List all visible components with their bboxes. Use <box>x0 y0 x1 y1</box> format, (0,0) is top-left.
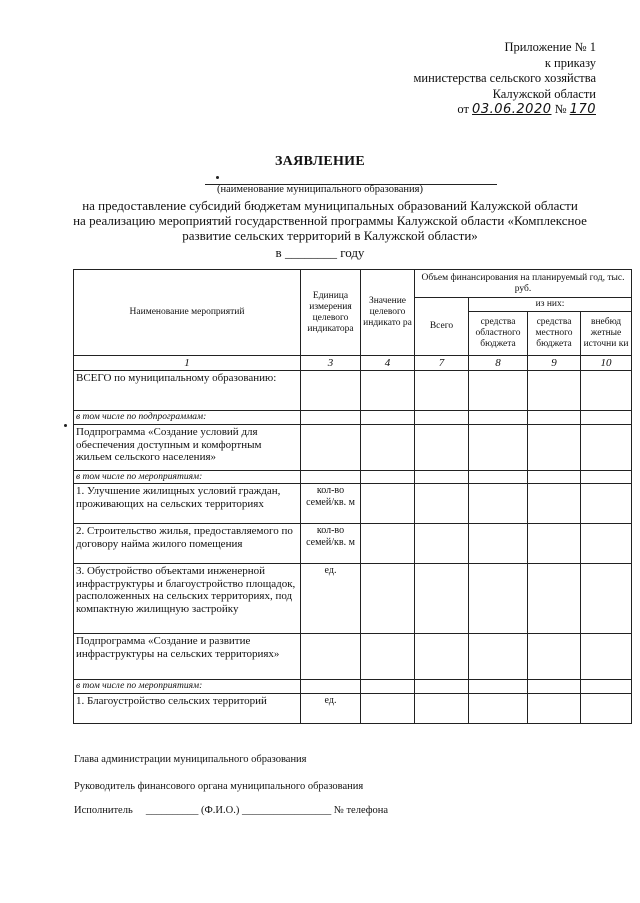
empty-cell <box>528 471 581 484</box>
executor-line <box>74 805 388 816</box>
row-unit: ед. <box>301 694 361 724</box>
table-row <box>74 694 632 724</box>
empty-cell <box>361 371 415 411</box>
empty-cell <box>469 425 528 471</box>
empty-cell <box>528 371 581 411</box>
table-row <box>74 371 632 411</box>
empty-cell <box>361 634 415 680</box>
col-number: 7 <box>415 356 469 371</box>
header-local: средства местного бюджета <box>528 312 581 356</box>
table-row <box>74 564 632 634</box>
table-row <box>74 425 632 471</box>
table-row <box>74 471 632 484</box>
empty-cell <box>415 471 469 484</box>
row-label: 1. Благоустройство сельских территорий <box>74 694 301 724</box>
empty-cell <box>415 694 469 724</box>
empty-cell <box>581 425 632 471</box>
empty-cell <box>361 484 415 524</box>
empty-cell <box>581 634 632 680</box>
empty-cell <box>581 471 632 484</box>
row-label: в том числе по подпрограммам: <box>74 411 301 425</box>
row-label: 1. Улучшение жилищных условий граждан, проживающих на сельских территориях <box>74 484 301 524</box>
row-unit <box>301 680 361 694</box>
col-number: 10 <box>581 356 632 371</box>
row-unit: кол-во семей/кв. м <box>301 484 361 524</box>
empty-cell <box>581 484 632 524</box>
empty-cell <box>528 425 581 471</box>
col-number: 4 <box>361 356 415 371</box>
empty-cell <box>469 634 528 680</box>
empty-cell <box>469 694 528 724</box>
number-label: № <box>554 102 567 116</box>
row-unit <box>301 634 361 680</box>
executor-blank: __________ <box>145 805 199 816</box>
empty-cell <box>415 680 469 694</box>
scan-speck <box>216 176 219 179</box>
scan-speck <box>64 424 67 427</box>
empty-cell <box>469 411 528 425</box>
executor-label: Исполнитель <box>74 805 133 816</box>
empty-cell <box>361 524 415 564</box>
appendix-line-4: Калужской области <box>492 86 596 101</box>
year-prefix: в <box>275 245 282 260</box>
empty-cell <box>361 425 415 471</box>
signature-finance: Руководитель финансового органа муниципального образования <box>74 781 364 792</box>
column-number-row <box>74 356 632 371</box>
table-body <box>74 371 632 724</box>
table-row <box>74 524 632 564</box>
from-label: от <box>457 102 469 116</box>
subject-line-3: развитие сельских территорий в Калужской области» <box>182 228 478 243</box>
empty-cell <box>581 694 632 724</box>
order-number: 170 <box>569 102 596 117</box>
table-row <box>74 634 632 680</box>
empty-cell <box>415 411 469 425</box>
empty-cell <box>581 411 632 425</box>
application-subject <box>40 198 620 243</box>
empty-cell <box>528 524 581 564</box>
header-of-them: из них: <box>469 298 632 312</box>
empty-cell <box>469 371 528 411</box>
empty-cell <box>469 484 528 524</box>
page-title: ЗАЯВЛЕНИЕ <box>274 154 365 169</box>
appendix-line-1: Приложение № 1 <box>504 40 596 54</box>
empty-cell <box>528 694 581 724</box>
table-row <box>74 680 632 694</box>
row-label: ВСЕГО по муниципальному образованию: <box>74 371 301 411</box>
row-unit <box>301 471 361 484</box>
row-label: Подпрограмма «Создание условий для обеспечения доступным и комфортным жильем сельского населения» <box>74 425 301 471</box>
signature-head: Глава администрации муниципального образования <box>74 754 307 765</box>
row-label: в том числе по мероприятиям: <box>74 680 301 694</box>
empty-cell <box>361 694 415 724</box>
header-name: Наименование мероприятий <box>74 270 301 356</box>
empty-cell <box>528 634 581 680</box>
empty-cell <box>469 564 528 634</box>
executor-blank: _________________ <box>241 805 332 816</box>
row-label: Подпрограмма «Создание и развитие инфраструктуры на сельских территориях» <box>74 634 301 680</box>
empty-cell <box>469 524 528 564</box>
appendix-line-3: министерства сельского хозяйства <box>413 71 596 85</box>
municipality-caption: (наименование муниципального образования) <box>216 184 424 195</box>
header-regional: средства областного бюджета <box>469 312 528 356</box>
header-unit: Единица измерения целевого индикатора <box>301 270 361 356</box>
empty-cell <box>415 634 469 680</box>
row-unit <box>301 371 361 411</box>
empty-cell <box>415 425 469 471</box>
empty-cell <box>415 484 469 524</box>
fio-label: (Ф.И.О.) <box>200 805 240 816</box>
empty-cell <box>528 484 581 524</box>
table-row <box>74 411 632 425</box>
table-row <box>74 484 632 524</box>
col-number: 8 <box>469 356 528 371</box>
empty-cell <box>361 680 415 694</box>
col-number: 9 <box>528 356 581 371</box>
empty-cell <box>469 471 528 484</box>
year-blank: ________ <box>284 245 337 260</box>
empty-cell <box>581 371 632 411</box>
row-unit <box>301 411 361 425</box>
empty-cell <box>361 411 415 425</box>
header-funding: Объем финансирования на планируемый год, тыс. руб. <box>415 270 632 298</box>
row-unit <box>301 425 361 471</box>
empty-cell <box>361 564 415 634</box>
subject-line-1: на предоставление субсидий бюджетам муниципальных образований Калужской области <box>82 198 578 213</box>
empty-cell <box>469 680 528 694</box>
empty-cell <box>528 680 581 694</box>
empty-cell <box>581 564 632 634</box>
empty-cell <box>415 564 469 634</box>
empty-cell <box>415 371 469 411</box>
empty-cell <box>415 524 469 564</box>
col-number: 3 <box>301 356 361 371</box>
empty-cell <box>581 524 632 564</box>
empty-cell <box>361 471 415 484</box>
col-number: 1 <box>74 356 301 371</box>
year-suffix: году <box>340 245 365 260</box>
funding-table <box>73 269 632 724</box>
appendix-block <box>336 40 596 118</box>
row-label: в том числе по мероприятиям: <box>74 471 301 484</box>
year-line <box>0 245 640 261</box>
row-unit: ед. <box>301 564 361 634</box>
empty-cell <box>581 680 632 694</box>
row-label: 2. Строительство жилья, предоставляемого по договору найма жилого помещения <box>74 524 301 564</box>
header-total: Всего <box>415 298 469 356</box>
appendix-line-2: к приказу <box>544 55 596 70</box>
row-label: 3. Обустройство объектами инженерной инфраструктуры и благоустройство площадок, расположенных на сельских территориях, под компактную жилищную застройку <box>74 564 301 634</box>
empty-cell <box>528 411 581 425</box>
phone-label: № телефона <box>333 805 389 816</box>
row-unit: кол-во семей/кв. м <box>301 524 361 564</box>
order-date: 03.06.2020 <box>472 102 552 117</box>
header-value: Значение целевого индикато ра <box>361 270 415 356</box>
header-extra: внебюд жетные источни ки <box>581 312 632 356</box>
appendix-order-line <box>336 102 596 118</box>
subject-line-2: на реализацию мероприятий государственной программы Калужской области «Комплексное <box>73 213 587 228</box>
empty-cell <box>528 564 581 634</box>
